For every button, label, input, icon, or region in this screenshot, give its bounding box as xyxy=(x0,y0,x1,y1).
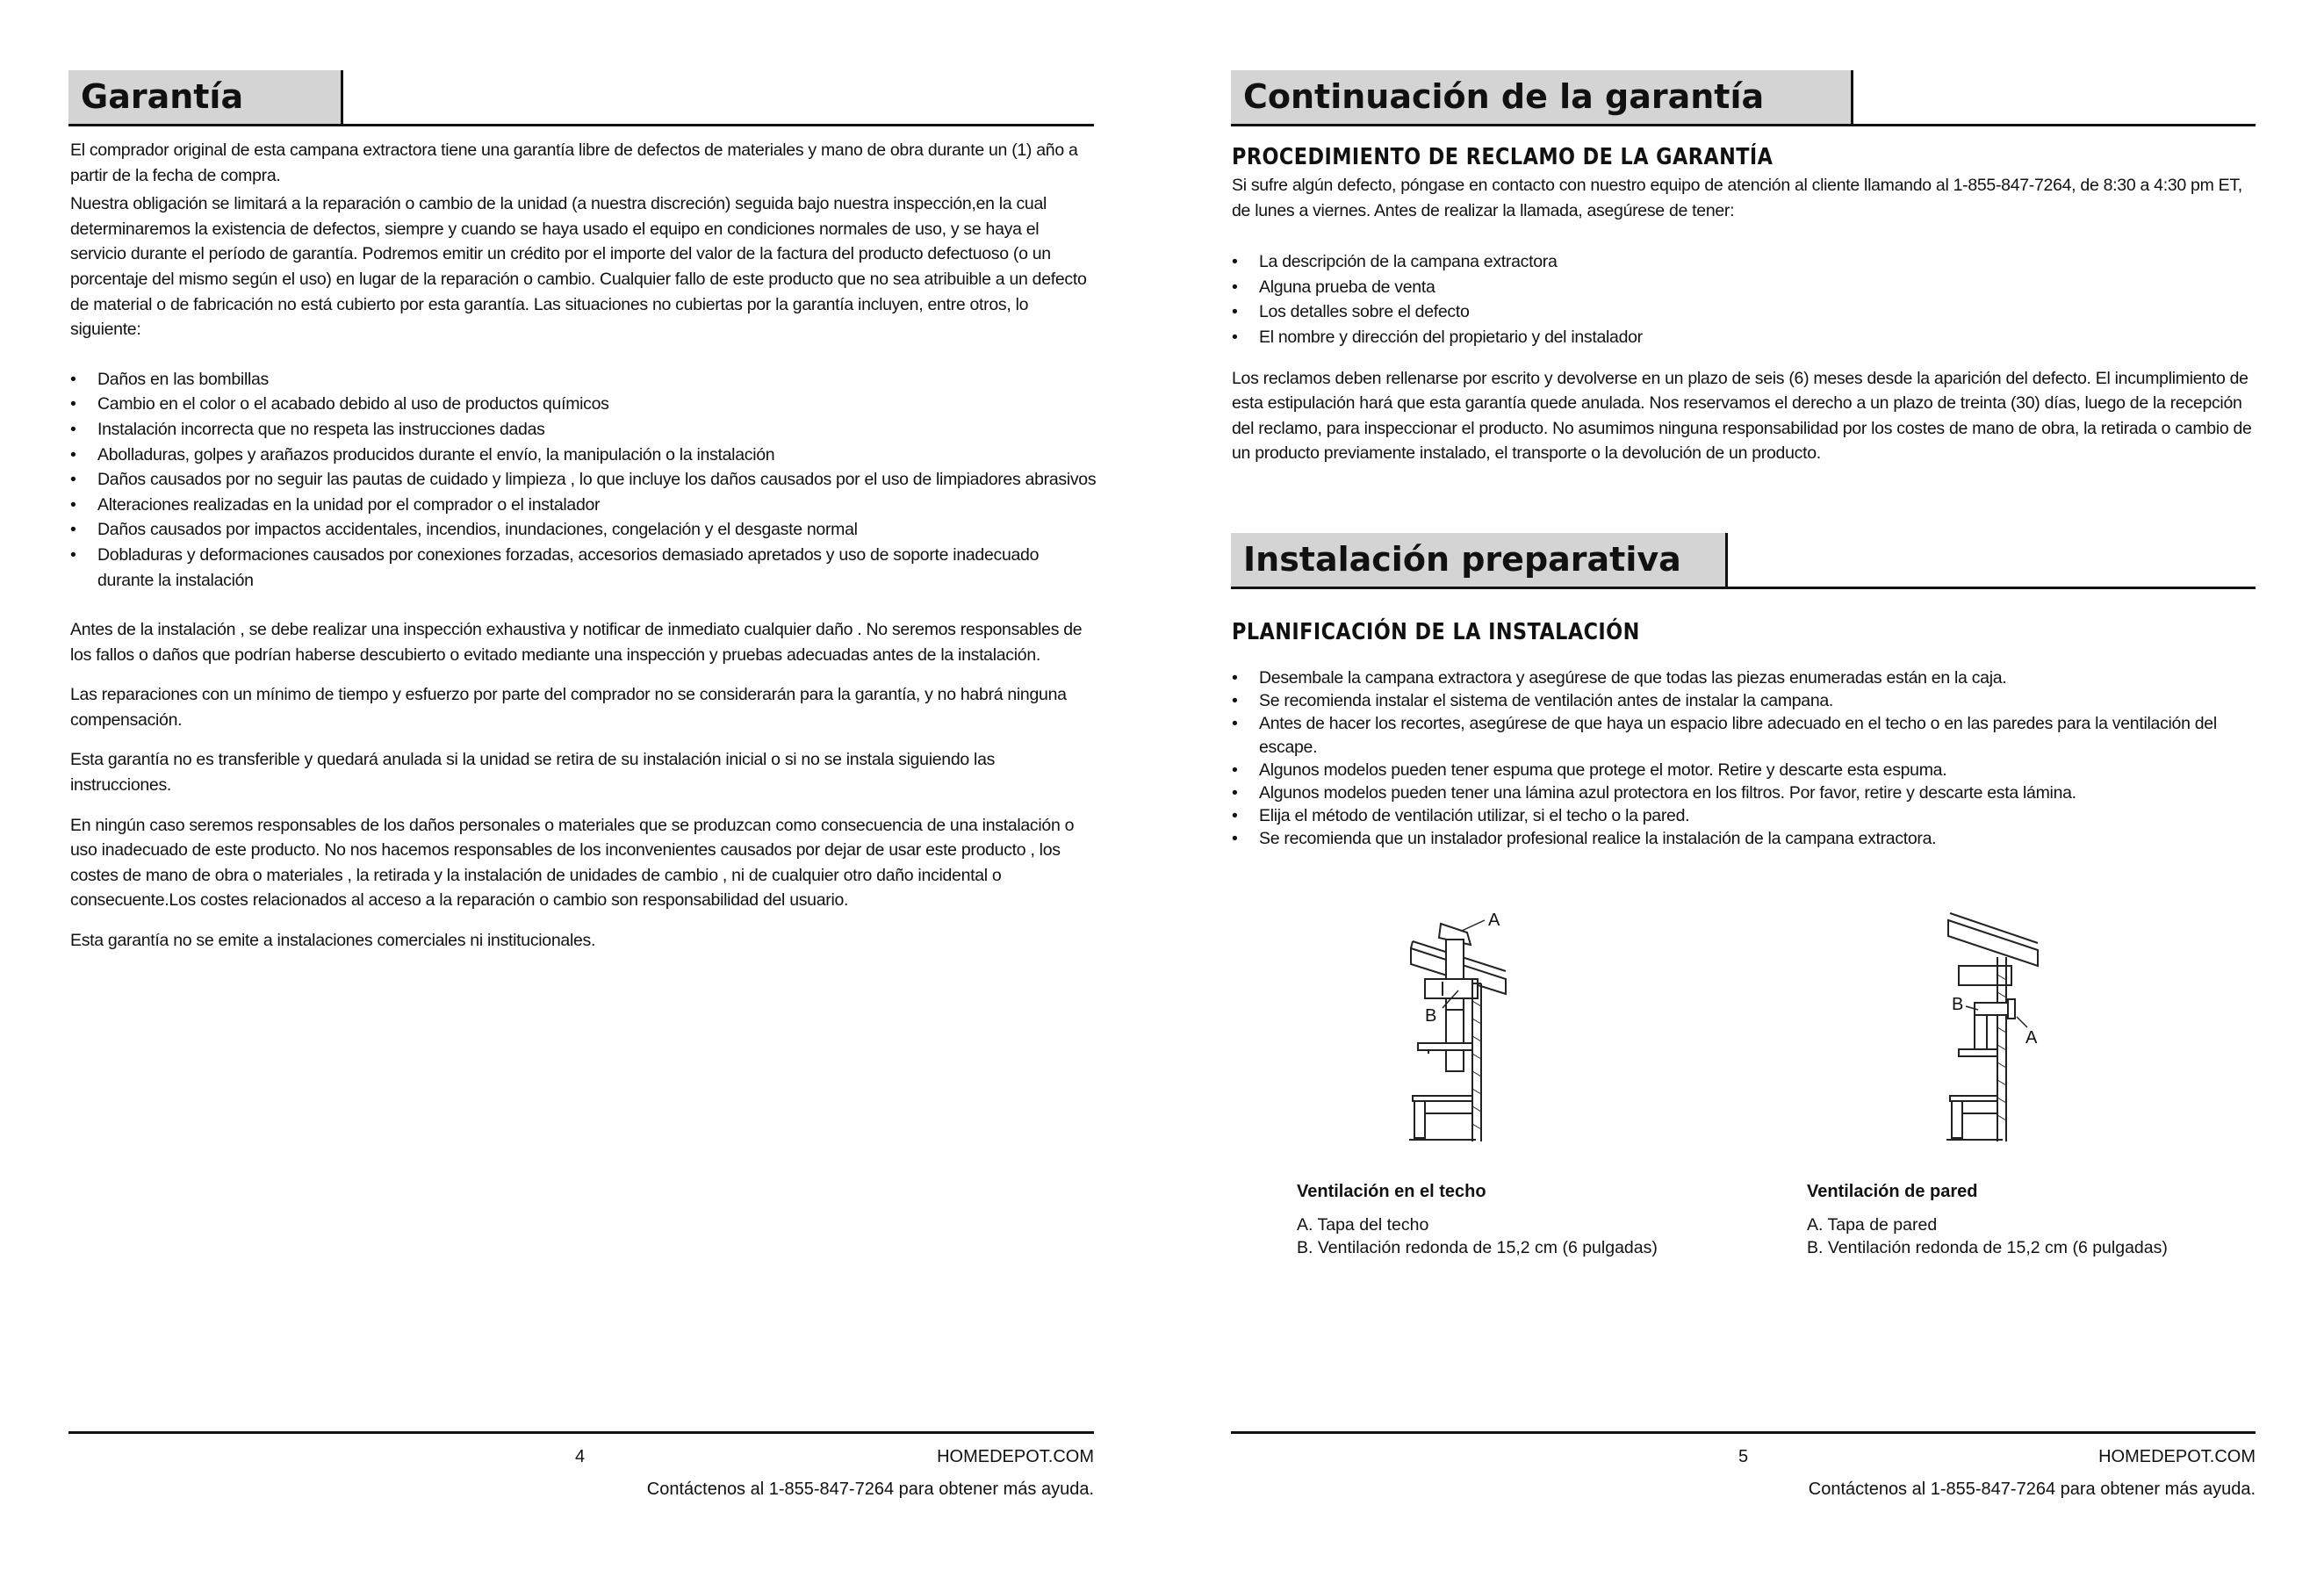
divider xyxy=(1231,587,2256,589)
claim-body xyxy=(1232,173,2259,466)
section-title-box xyxy=(1231,533,1728,587)
list-item: • Daños en las bombillas xyxy=(70,367,1097,392)
list-item: • Instalación incorrecta que no respeta las instrucciones dadas xyxy=(70,417,1097,443)
section-title-box xyxy=(1231,70,1853,125)
claim-list xyxy=(1232,249,2259,349)
page-number: 4 xyxy=(575,1447,586,1466)
warranty-body xyxy=(70,138,1097,954)
list-item: • Los detalles sobre el defecto xyxy=(1232,299,2259,325)
section-title: Garantía xyxy=(81,77,244,116)
list-item: • El nombre y dirección del propietario y del instalador xyxy=(1232,325,2259,350)
footer-divider xyxy=(68,1431,1094,1434)
list-item: • Abolladuras, golpes y arañazos producidos durante el envío, la manipulación o la instalación xyxy=(70,443,1097,468)
divider xyxy=(68,124,1094,126)
list-item: • Alguna prueba de venta xyxy=(1232,275,2259,300)
wall-caption-b: B. Ventilación redonda de 15,2 cm (6 pulgadas) xyxy=(1807,1238,2168,1257)
site-link[interactable]: HOMEDEPOT.COM xyxy=(937,1447,1094,1466)
list-item: • Desembale la campana extractora y asegúrese de que todas las piezas enumeradas están en la caja. xyxy=(1232,666,2259,689)
section-title: Instalación preparativa xyxy=(1243,540,1681,579)
list-item: • Antes de hacer los recortes, asegúrese de que haya un espacio libre adecuado en el techo o en las paredes para la ventilación del escape. xyxy=(1232,712,2259,758)
footer-divider xyxy=(1231,1431,2256,1434)
paragraph: Si sufre algún defecto, póngase en contacto con nuestro equipo de atención al cliente llamando al 1-855-847-7264, de 8:30 a 4:30 pm ET, de lunes a viernes. Antes de realizar la llamada, asegúrese de tener: xyxy=(1232,176,2242,220)
roof-caption-b: B. Ventilación redonda de 15,2 cm (6 pulgadas) xyxy=(1297,1238,1658,1257)
label-b: B xyxy=(1952,995,1964,1014)
site-link[interactable]: HOMEDEPOT.COM xyxy=(2098,1447,2256,1466)
section-title: Continuación de la garantía xyxy=(1243,77,1765,116)
label-a: A xyxy=(2025,1028,2038,1048)
paragraph: En ningún caso seremos responsables de los daños personales o materiales que se produzcan como consecuencia de una instalación o uso inadecuado de este producto. No nos hacemos responsables de los inconvenientes causados por dejar de usar este producto , los costes de mano de obra o materiales , la retirada y la instalación de unidades de cambio , ni de cualquier otro daño incidental o consecuente.Los costes relacionados al acceso a la reparación o cambio son responsabilidad del usuario. xyxy=(70,815,1075,911)
section-title-box xyxy=(68,70,343,125)
list-item: • La descripción de la campana extractora xyxy=(1232,249,2259,275)
paragraph: Las reparaciones con un mínimo de tiempo y esfuerzo por parte del comprador no se considerarán para la garantía, y no habrá ninguna compensación. xyxy=(70,685,1067,730)
roof-venting-diagram xyxy=(1407,896,1565,1150)
paragraph: Los reclamos deben rellenarse por escrito y devolverse en un plazo de seis (6) meses desde la aparición del defecto. El incumplimiento de esta estipulación hará que esta garantía quede anulada. Nos reservamos el derecho a un plazo de treinta (30) días, luego de la recepción del reclamo, para inspeccionar el producto. No asumimos ninguna responsabilidad por los costes de mano de obra, la retirada o cambio de un producto previamente instalado, el transporte o la devolución de un producto. xyxy=(1232,368,2252,464)
paragraph: Nuestra obligación se limitará a la reparación o cambio de la unidad (a nuestra discreción) seguida bajo nuestra inspección,en la cual determinaremos la existencia de defectos, siempre y cuando se haya usado el equipo en condiciones normales de uso, y se haya el servicio durante el período de garantía. Podremos emitir un crédito por el importe del valor de la factura del producto defectuoso (o un porcentaje del mismo según el uso) en lugar de la reparación o cambio. Cualquier fallo de este producto que no sea atribuible a un defecto de material o de fabricación no está cubierto por esta garantía. Las situaciones no cubiertas por la garantía incluyen, entre otros, lo siguiente: xyxy=(70,194,1087,340)
list-item: • Algunos modelos pueden tener espuma que protege el motor. Retire y descarte esta espuma. xyxy=(1232,759,2259,781)
wall-caption-title: Ventilación de pared xyxy=(1807,1182,1978,1201)
planning-list xyxy=(1232,666,2259,851)
list-item: • Dobladuras y deformaciones causados por conexiones forzadas, accesorios demasiado apretados y uso de soporte inadecuado durante la instalación xyxy=(70,543,1097,593)
planning-heading: PLANIFICACIÓN DE LA INSTALACIÓN xyxy=(1232,619,1640,645)
list-item: • Daños causados por impactos accidentales, incendios, inundaciones, congelación y el desgaste normal xyxy=(70,517,1097,543)
page-number: 5 xyxy=(1738,1447,1749,1466)
contact-line: Contáctenos al 1-855-847-7264 para obtener más ayuda. xyxy=(646,1480,1094,1499)
list-item: • Daños causados por no seguir las pautas de cuidado y limpieza , lo que incluye los daños causados por el uso de limpiadores abrasivos xyxy=(70,467,1097,493)
roof-caption-a: A. Tapa del techo xyxy=(1297,1215,1429,1235)
paragraph: El comprador original de esta campana extractora tiene una garantía libre de defectos de materiales y mano de obra durante un (1) año a partir de la fecha de compra. xyxy=(70,140,1078,185)
divider xyxy=(1231,124,2256,126)
list-item: • Alteraciones realizadas en la unidad por el comprador o el instalador xyxy=(70,493,1097,518)
list-item: • Algunos modelos pueden tener una lámina azul protectora en los filtros. Por favor, retire y descarte esta lámina. xyxy=(1232,781,2259,804)
section-header-instalacion xyxy=(1231,533,2256,589)
section-header-garantia xyxy=(68,70,1094,126)
wall-caption-a: A. Tapa de pared xyxy=(1807,1215,1938,1235)
planning-body xyxy=(1232,666,2259,851)
label-a: A xyxy=(1488,911,1500,930)
exclusions-list xyxy=(70,367,1097,593)
list-item: • Cambio en el color o el acabado debido al uso de productos químicos xyxy=(70,392,1097,417)
section-header-continuacion xyxy=(1231,70,2256,126)
wall-venting-diagram xyxy=(1932,896,2082,1150)
claim-heading: PROCEDIMIENTO DE RECLAMO DE LA GARANTÍA xyxy=(1232,144,1774,170)
label-b: B xyxy=(1425,1006,1437,1026)
right-page xyxy=(1162,0,2324,1577)
roof-caption-title: Ventilación en el techo xyxy=(1297,1182,1486,1201)
list-item: • Elija el método de ventilación utilizar, si el techo o la pared. xyxy=(1232,804,2259,827)
contact-line: Contáctenos al 1-855-847-7264 para obtener más ayuda. xyxy=(1808,1480,2256,1499)
paragraph: Esta garantía no se emite a instalaciones comerciales ni institucionales. xyxy=(70,931,596,951)
paragraph: Esta garantía no es transferible y quedará anulada si la unidad se retira de su instalación inicial o si no se instala siguiendo las instrucciones. xyxy=(70,750,996,796)
list-item: • Se recomienda instalar el sistema de ventilación antes de instalar la campana. xyxy=(1232,689,2259,712)
list-item: • Se recomienda que un instalador profesional realice la instalación de la campana extractora. xyxy=(1232,827,2259,850)
paragraph: Antes de la instalación , se debe realizar una inspección exhaustiva y notificar de inmediato cualquier daño . No seremos responsables de los fallos o daños que podrían haberse descubierto o evitado mediante una inspección y pruebas adecuadas antes de la instalación. xyxy=(70,620,1083,665)
